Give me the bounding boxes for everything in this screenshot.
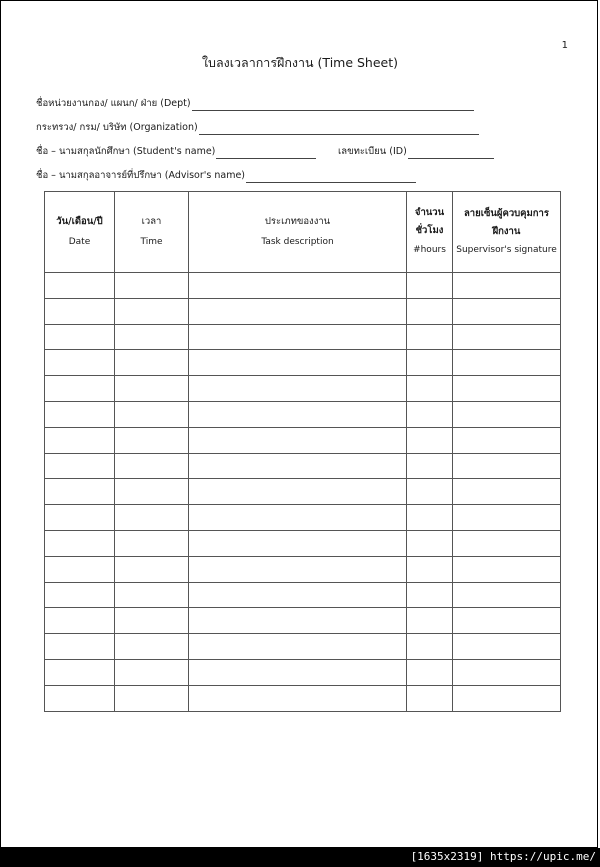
advisor-name-line[interactable] xyxy=(246,172,416,183)
date-cell[interactable] xyxy=(45,582,115,608)
dept-field xyxy=(36,96,474,111)
hours-cell[interactable] xyxy=(407,608,453,634)
hours-cell[interactable] xyxy=(407,556,453,582)
date-cell[interactable] xyxy=(45,324,115,350)
time-cell[interactable] xyxy=(115,376,189,402)
col-signature-thai: ลายเซ็นผู้ควบคุมการฝึกงาน xyxy=(463,208,549,237)
dept-label: ชื่อหน่วยงานกอง/ แผนก/ ฝ่าย (Dept) xyxy=(36,98,191,109)
organization-label: กระทรวง/ กรม/ บริษัท (Organization) xyxy=(36,122,198,133)
time-cell[interactable] xyxy=(115,453,189,479)
col-date-thai: วัน/เดือน/ปี xyxy=(56,216,103,227)
hours-cell[interactable] xyxy=(407,298,453,324)
col-hours-thai: จำนวนชั่วโมง xyxy=(414,207,445,236)
task-cell[interactable] xyxy=(189,634,407,660)
hours-cell[interactable] xyxy=(407,401,453,427)
footer-watermark: [1635x2319] https://upic.me/ xyxy=(410,850,596,863)
table-row xyxy=(45,324,561,350)
hours-cell[interactable] xyxy=(407,273,453,299)
signature-cell[interactable] xyxy=(453,427,561,453)
table-row xyxy=(45,659,561,685)
time-sheet-table xyxy=(44,191,561,712)
table-body xyxy=(45,273,561,712)
time-cell[interactable] xyxy=(115,350,189,376)
signature-cell[interactable] xyxy=(453,479,561,505)
date-cell[interactable] xyxy=(45,556,115,582)
time-cell[interactable] xyxy=(115,685,189,711)
task-cell[interactable] xyxy=(189,298,407,324)
signature-cell[interactable] xyxy=(453,582,561,608)
time-cell[interactable] xyxy=(115,273,189,299)
date-cell[interactable] xyxy=(45,659,115,685)
task-cell[interactable] xyxy=(189,582,407,608)
task-cell[interactable] xyxy=(189,376,407,402)
table-row xyxy=(45,453,561,479)
col-date-en: Date xyxy=(68,237,91,247)
hours-cell[interactable] xyxy=(407,479,453,505)
table-row xyxy=(45,556,561,582)
task-cell[interactable] xyxy=(189,324,407,350)
time-cell[interactable] xyxy=(115,659,189,685)
col-time-thai: เวลา xyxy=(141,216,162,227)
signature-cell[interactable] xyxy=(453,505,561,531)
student-id-line[interactable] xyxy=(408,148,494,159)
signature-cell[interactable] xyxy=(453,530,561,556)
col-hours-en: #hours xyxy=(413,245,446,255)
signature-cell[interactable] xyxy=(453,634,561,660)
hours-cell[interactable] xyxy=(407,582,453,608)
student-id-label: เลขทะเบียน (ID) xyxy=(338,146,407,157)
student-name-field xyxy=(36,144,316,159)
time-cell[interactable] xyxy=(115,479,189,505)
col-signature-header xyxy=(453,192,561,273)
col-task-header xyxy=(189,192,407,273)
task-cell[interactable] xyxy=(189,273,407,299)
date-cell[interactable] xyxy=(45,530,115,556)
col-time-en: Time xyxy=(140,237,163,247)
hours-cell[interactable] xyxy=(407,376,453,402)
student-id-field xyxy=(338,144,494,159)
date-cell[interactable] xyxy=(45,505,115,531)
date-cell[interactable] xyxy=(45,608,115,634)
date-cell[interactable] xyxy=(45,479,115,505)
task-cell[interactable] xyxy=(189,659,407,685)
task-cell[interactable] xyxy=(189,350,407,376)
table-row xyxy=(45,427,561,453)
signature-cell[interactable] xyxy=(453,350,561,376)
date-cell[interactable] xyxy=(45,401,115,427)
time-cell[interactable] xyxy=(115,427,189,453)
table-row xyxy=(45,401,561,427)
date-cell[interactable] xyxy=(45,350,115,376)
time-cell[interactable] xyxy=(115,505,189,531)
table-header-row xyxy=(45,192,561,273)
date-cell[interactable] xyxy=(45,453,115,479)
col-signature-en: Supervisor's signature xyxy=(456,245,557,255)
col-task-en: Task description xyxy=(261,237,334,247)
table-row xyxy=(45,634,561,660)
table-row xyxy=(45,608,561,634)
table-row xyxy=(45,505,561,531)
col-hours-header xyxy=(407,192,453,273)
student-name-label: ชื่อ – นามสกุลนักศึกษา (Student's name) xyxy=(36,146,216,157)
time-cell[interactable] xyxy=(115,401,189,427)
organization-line[interactable] xyxy=(199,124,479,135)
time-cell[interactable] xyxy=(115,582,189,608)
task-cell[interactable] xyxy=(189,453,407,479)
signature-cell[interactable] xyxy=(453,453,561,479)
time-cell[interactable] xyxy=(115,634,189,660)
time-cell[interactable] xyxy=(115,298,189,324)
table-row xyxy=(45,298,561,324)
table-row xyxy=(45,479,561,505)
document-title: ใบลงเวลาการฝึกงาน (Time Sheet) xyxy=(201,55,399,70)
date-cell[interactable] xyxy=(45,634,115,660)
col-task-thai: ประเภทของงาน xyxy=(264,216,331,227)
advisor-name-field xyxy=(36,168,416,183)
time-cell[interactable] xyxy=(115,530,189,556)
hours-cell[interactable] xyxy=(407,453,453,479)
table-row xyxy=(45,685,561,711)
signature-cell[interactable] xyxy=(453,298,561,324)
student-name-line[interactable] xyxy=(216,148,316,159)
task-cell[interactable] xyxy=(189,530,407,556)
page-number: 1 xyxy=(561,40,568,51)
date-cell[interactable] xyxy=(45,427,115,453)
table-row xyxy=(45,273,561,299)
signature-cell[interactable] xyxy=(453,376,561,402)
time-cell[interactable] xyxy=(115,608,189,634)
signature-cell[interactable] xyxy=(453,608,561,634)
hours-cell[interactable] xyxy=(407,634,453,660)
signature-cell[interactable] xyxy=(453,685,561,711)
hours-cell[interactable] xyxy=(407,685,453,711)
hours-cell[interactable] xyxy=(407,324,453,350)
time-cell[interactable] xyxy=(115,324,189,350)
table-row xyxy=(45,582,561,608)
time-cell[interactable] xyxy=(115,556,189,582)
task-cell[interactable] xyxy=(189,608,407,634)
signature-cell[interactable] xyxy=(453,401,561,427)
signature-cell[interactable] xyxy=(453,659,561,685)
footer-bar xyxy=(0,848,600,867)
col-time-header xyxy=(115,192,189,273)
hours-cell[interactable] xyxy=(407,427,453,453)
task-cell[interactable] xyxy=(189,479,407,505)
table-row xyxy=(45,350,561,376)
col-date-header xyxy=(45,192,115,273)
signature-cell[interactable] xyxy=(453,556,561,582)
date-cell[interactable] xyxy=(45,376,115,402)
dept-line[interactable] xyxy=(192,100,474,111)
date-cell[interactable] xyxy=(45,273,115,299)
table-row xyxy=(45,376,561,402)
signature-cell[interactable] xyxy=(453,324,561,350)
hours-cell[interactable] xyxy=(407,350,453,376)
task-cell[interactable] xyxy=(189,556,407,582)
hours-cell[interactable] xyxy=(407,659,453,685)
date-cell[interactable] xyxy=(45,685,115,711)
hours-cell[interactable] xyxy=(407,505,453,531)
date-cell[interactable] xyxy=(45,298,115,324)
task-cell[interactable] xyxy=(189,401,407,427)
hours-cell[interactable] xyxy=(407,530,453,556)
task-cell[interactable] xyxy=(189,427,407,453)
signature-cell[interactable] xyxy=(453,273,561,299)
table-row xyxy=(45,530,561,556)
organization-field xyxy=(36,120,479,135)
task-cell[interactable] xyxy=(189,505,407,531)
advisor-name-label: ชื่อ – นามสกุลอาจารย์ที่ปรึกษา (Advisor's name) xyxy=(36,170,246,181)
task-cell[interactable] xyxy=(189,685,407,711)
